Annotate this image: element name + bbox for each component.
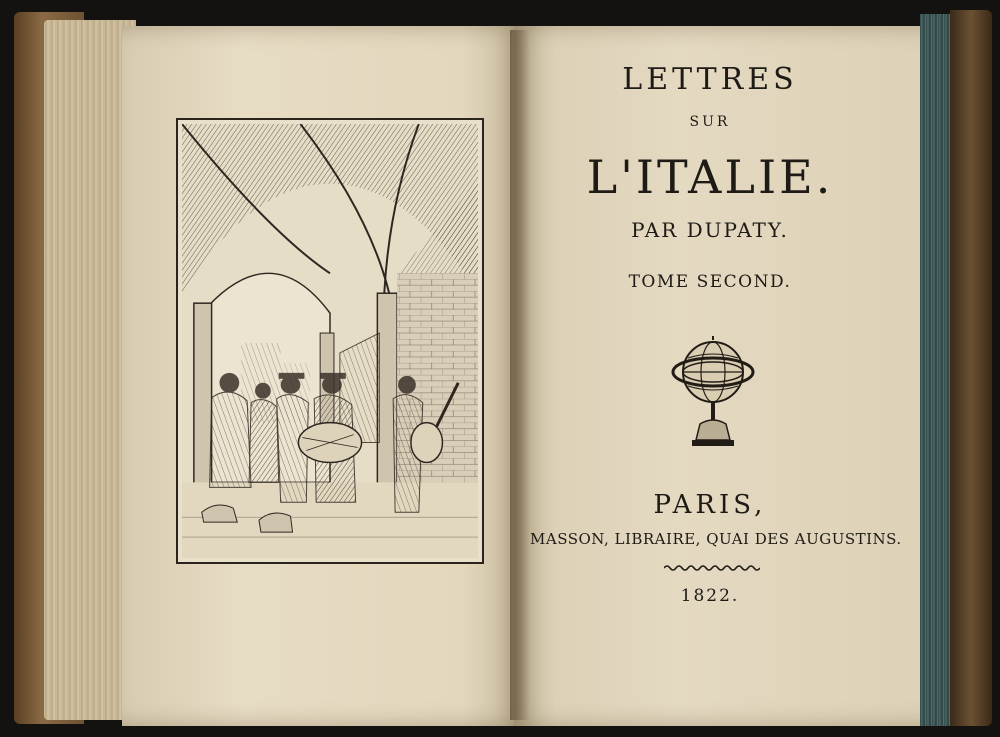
title-line-1: LETTRES: [622, 62, 798, 97]
year-line: 1822.: [680, 586, 740, 606]
right-cover: [950, 10, 992, 726]
ornamental-rule: [664, 564, 760, 572]
armillary-globe-icon: [670, 328, 756, 452]
title-line-3: L'ITALIE.: [586, 150, 834, 204]
title-page: [530, 0, 902, 737]
author-line: PAR DUPATY.: [631, 218, 789, 242]
frontispiece-engraving: [176, 118, 484, 564]
street-musicians-icon: [182, 124, 478, 558]
city-line: PARIS,: [653, 490, 767, 520]
title-line-2: SUR: [689, 114, 731, 130]
publisher-line: MASSON, LIBRAIRE, QUAI DES AUGUSTINS.: [530, 530, 902, 548]
gutter-shadow: [510, 30, 530, 720]
volume-line: TOME SECOND.: [628, 272, 792, 292]
